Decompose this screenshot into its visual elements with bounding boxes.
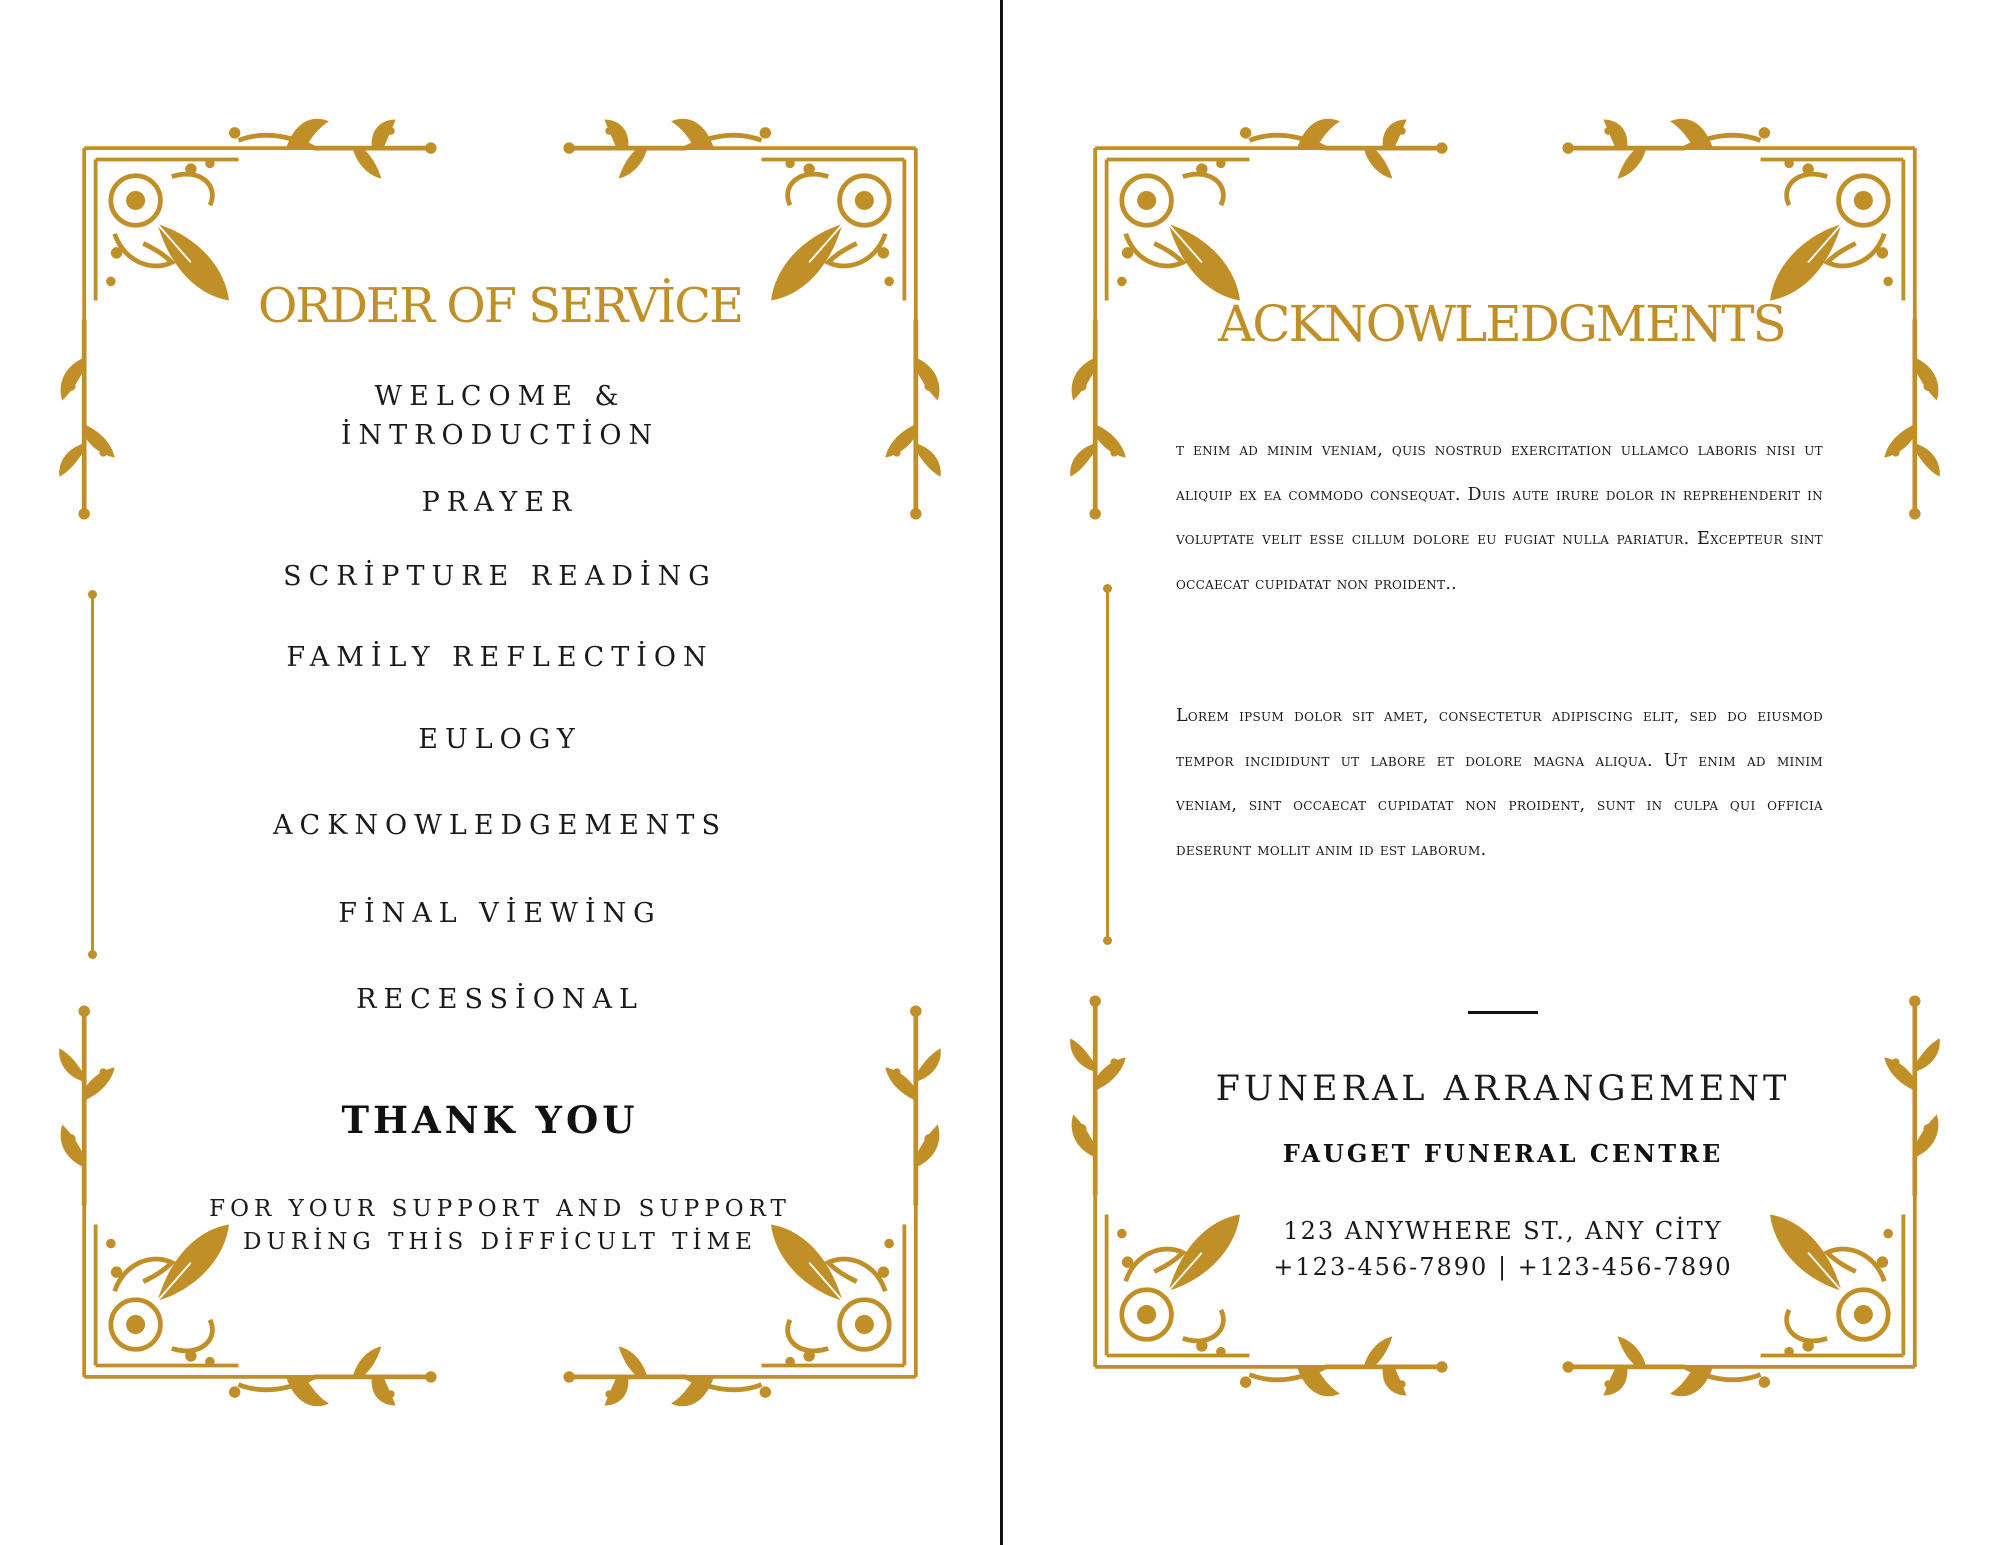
thank-you-heading: THANK YOU [341, 1098, 639, 1142]
rule-dot [1103, 584, 1112, 593]
funeral-arrangement-heading: FUNERAL ARRANGEMENT [1215, 1069, 1791, 1109]
funeral-centre-address: 123 ANYWHERE ST., ANY CİTY [1283, 1217, 1723, 1245]
left-side-rule [1106, 590, 1109, 940]
page-title: ACKNOWLEDGMENTS [1218, 295, 1785, 353]
floral-corner-ornament-bottom-left [1069, 1005, 1449, 1405]
thank-you-line-1: FOR YOUR SUPPORT AND SUPPORT [209, 1196, 791, 1222]
service-item-family-reflection: FAMİLY REFLECTİON [286, 642, 714, 673]
rule-dot [88, 950, 97, 959]
service-item-final-viewing: FİNAL VİEWİNG [338, 898, 662, 929]
funeral-centre-name: FAUGET FUNERAL CENTRE [1282, 1139, 1724, 1168]
section-divider [1468, 1011, 1538, 1014]
thank-you-message [200, 1193, 800, 1259]
service-item-welcome: WELCOME & [374, 381, 626, 412]
thank-you-line-2: DURİNG THİS DİFFİCULT TİME [243, 1229, 757, 1255]
rule-dot [1103, 936, 1112, 945]
service-item-eulogy: EULOGY [418, 724, 582, 755]
service-item-acknowledgements: ACKNOWLEDGEMENTS [273, 810, 727, 841]
funeral-centre-phone: +123-456-7890 | +123-456-7890 [1273, 1253, 1733, 1281]
page-title: ORDER OF SERVİCE [257, 278, 743, 334]
service-item-introduction: İNTRODUCTİON [340, 420, 660, 451]
service-item-recessional: RECESSİONAL [356, 984, 644, 1015]
acknowledgment-paragraph-1: t enim ad minim veniam, quis nostrud exercitation ullamco laboris nisi ut aliquip ex ea commodo consequat. Duis aute irure dolor in reprehenderit in voluptate velit esse cillum dolore eu fugiat nulla pariatur. Excepteur sint occaecat cupidatat non proident.. [1176, 440, 1823, 594]
service-item-prayer: PRAYER [421, 487, 579, 518]
left-side-rule [91, 596, 94, 954]
rule-dot [88, 590, 97, 599]
service-item-scripture-reading: SCRİPTURE READİNG [283, 561, 717, 592]
floral-corner-ornament-bottom-right [1561, 1005, 1941, 1405]
acknowledgment-paragraph-2: Lorem ipsum dolor sit amet, consectetur adipiscing elit, sed do eiusmod tempor incididunt ut labore et dolore magna aliqua. Ut enim ad minim veniam, sint occaecat cupidatat non proident, sunt in culpa qui officia deserunt mollit anim id est laborum. [1176, 706, 1823, 860]
acknowledgments-page [1003, 0, 2000, 1545]
